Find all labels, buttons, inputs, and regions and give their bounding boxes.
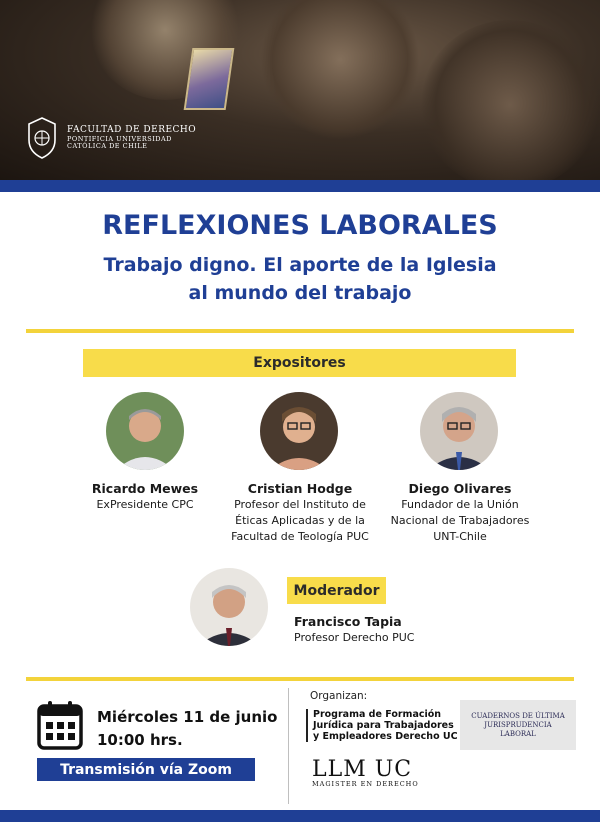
program-line: Jurídica para Trabajadores — [313, 720, 454, 731]
program-logo — [306, 709, 463, 742]
llm-title: LLM UC — [312, 757, 413, 782]
organizers-divider — [288, 688, 289, 804]
speaker-role-cristian-hodge — [220, 497, 380, 545]
stained-glass-window — [184, 48, 235, 110]
speaker-name-ricardo-mewes: Ricardo Mewes — [91, 481, 199, 496]
bottom-blue-bar — [0, 810, 600, 822]
avatar-ricardo-mewes — [106, 392, 184, 470]
person-photo-icon — [260, 392, 338, 470]
speaker-role-ricardo-mewes — [80, 497, 210, 513]
logo-line-2: PONTIFICIA UNIVERSIDAD — [67, 134, 172, 143]
speaker-role-line: Éticas Aplicadas y de la — [235, 514, 365, 527]
person-photo-icon — [190, 568, 268, 646]
yellow-divider — [26, 329, 574, 333]
cuadernos-logo — [460, 700, 576, 750]
university-shield-icon — [25, 116, 59, 160]
moderator-heading: Moderador — [287, 577, 386, 604]
dome-ornament — [260, 0, 420, 140]
speaker-role-line: ExPresidente CPC — [96, 498, 194, 511]
person-photo-icon — [420, 392, 498, 470]
speaker-role-line: Nacional de Trabajadores — [390, 514, 530, 527]
dome-ornament — [420, 20, 600, 180]
avatar-francisco-tapia — [190, 568, 268, 646]
event-time: 10:00 hrs. — [97, 731, 183, 749]
avatar-diego-olivares — [420, 392, 498, 470]
program-line: y Empleadores Derecho UC — [313, 731, 458, 742]
cuadernos-line: JURISPRUDENCIA — [484, 720, 552, 729]
program-line: Programa de Formación — [313, 709, 442, 720]
llm-uc-logo — [312, 757, 419, 788]
logo-line-3: CATÓLICA DE CHILE — [67, 142, 148, 151]
yellow-divider — [26, 677, 574, 681]
header-photo — [0, 0, 600, 180]
speaker-role-line: UNT-Chile — [433, 530, 487, 543]
event-subtitle-line-2: al mundo del trabajo — [188, 282, 412, 304]
event-title: REFLEXIONES LABORALES — [102, 210, 498, 241]
person-photo-icon — [106, 392, 184, 470]
speaker-role-line: Fundador de la Unión — [401, 498, 519, 511]
speaker-role-line: Profesor del Instituto de — [234, 498, 366, 511]
cuadernos-line: LABORAL — [500, 729, 536, 738]
speaker-name-cristian-hodge: Cristian Hodge — [247, 481, 353, 496]
speakers-heading: Expositores — [83, 349, 516, 377]
organizers-label: Organizan: — [310, 690, 368, 702]
moderator-name: Francisco Tapia — [294, 614, 402, 629]
faculty-logo — [25, 116, 196, 160]
logo-line-1: FACULTAD DE DERECHO — [67, 125, 197, 136]
event-subtitle-line-1: Trabajo digno. El aporte de la Iglesia — [103, 254, 497, 276]
cuadernos-line: CUADERNOS DE ÚLTIMA — [471, 711, 565, 720]
zoom-broadcast-banner: Transmisión vía Zoom — [37, 758, 255, 781]
speaker-role-line: Facultad de Teología PUC — [231, 530, 369, 543]
avatar-cristian-hodge — [260, 392, 338, 470]
top-blue-bar — [0, 180, 600, 192]
speaker-name-diego-olivares: Diego Olivares — [408, 481, 512, 496]
speaker-role-diego-olivares — [380, 497, 540, 545]
moderator-role: Profesor Derecho PUC — [294, 631, 415, 644]
event-date: Miércoles 11 de junio — [97, 708, 278, 726]
llm-subtitle: MAGISTER EN DERECHO — [312, 780, 419, 788]
calendar-icon — [37, 700, 83, 750]
